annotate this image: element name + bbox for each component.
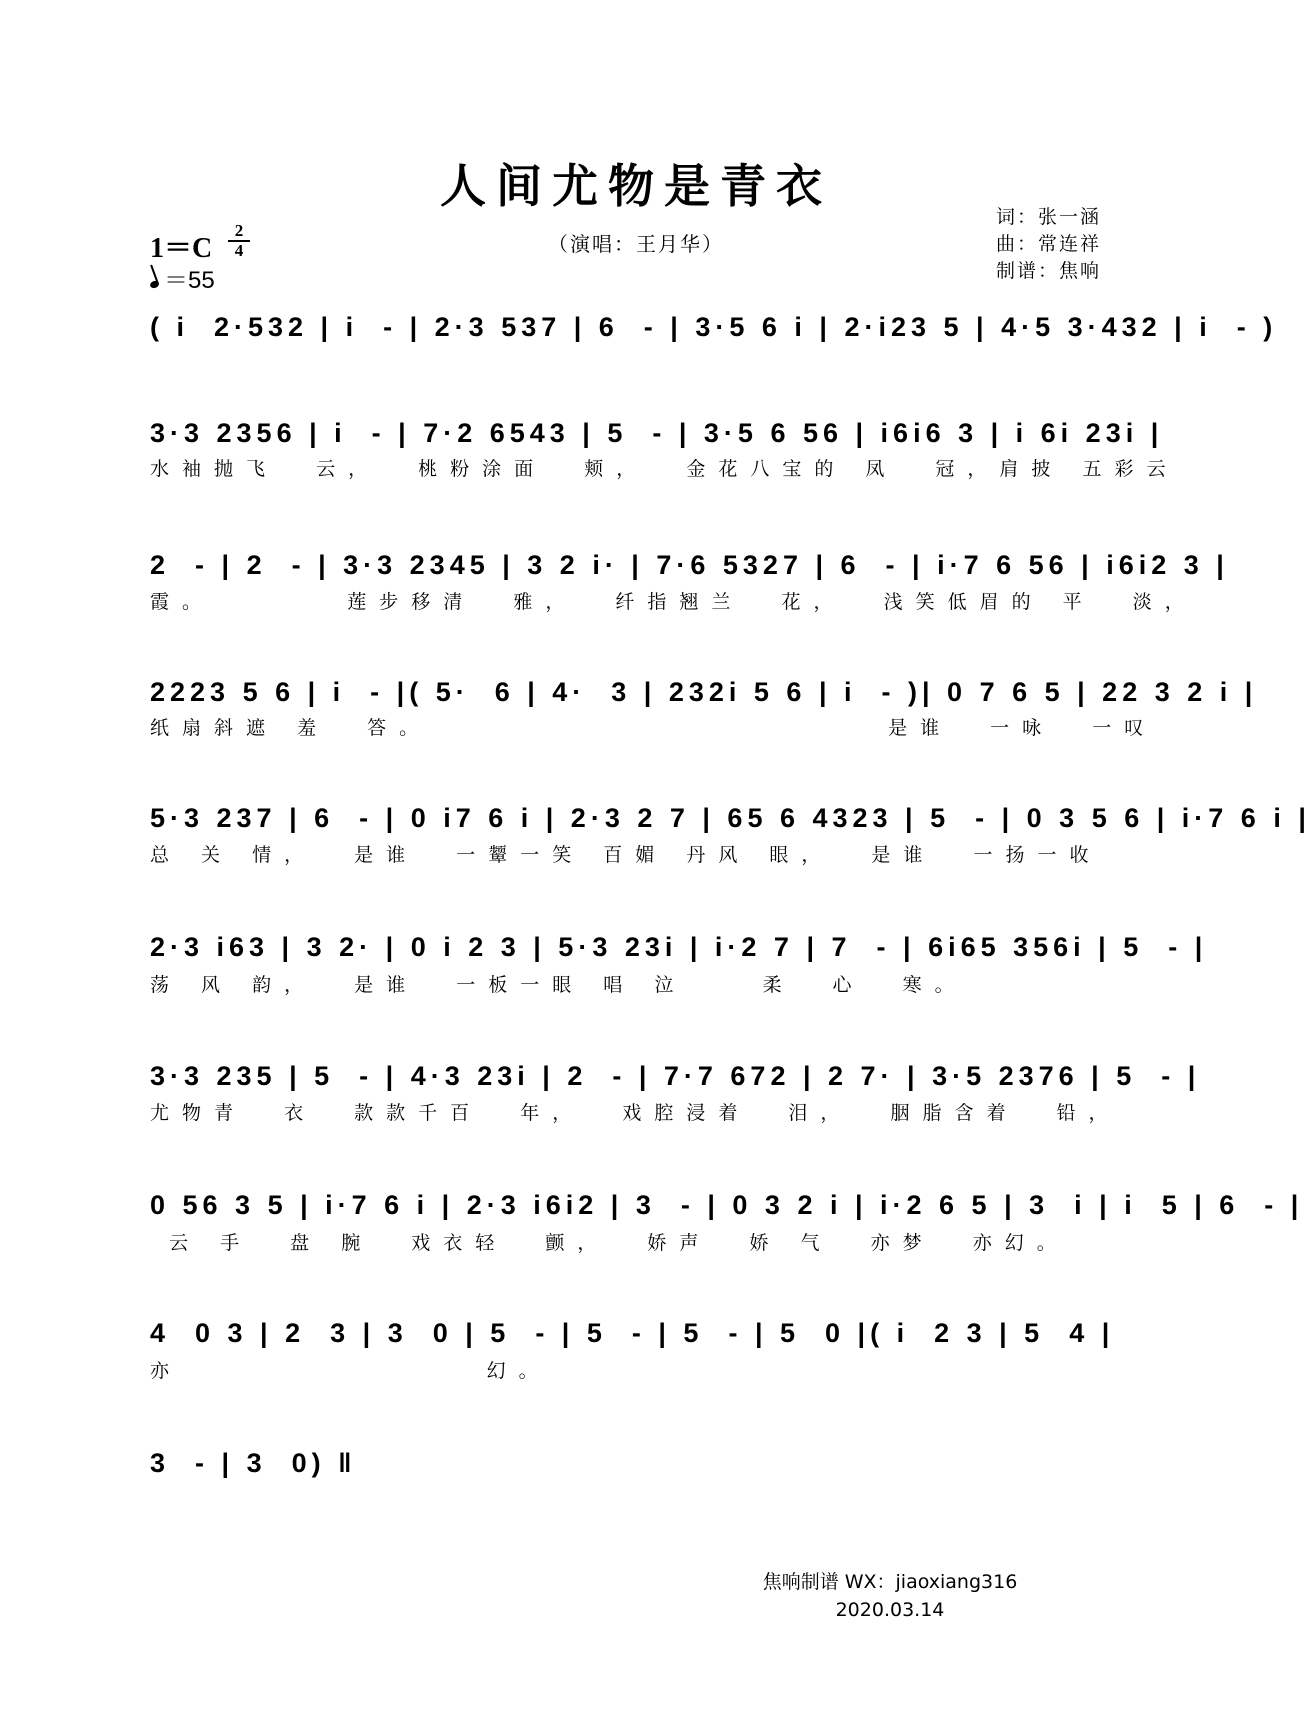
arranger-credit: 制谱：焦响	[996, 260, 1102, 282]
credits-block	[996, 204, 1101, 285]
score-line-6: 2·3 i63 | 3 2· | 0 i 2 3 | 5·3 23i | i·2 7 | 7 - | 6i65 356i | 5 - |	[150, 932, 1208, 962]
lyric-line-9: 亦 幻。	[150, 1360, 551, 1382]
lyric-line-6: 荡 风 韵， 是谁 一板一眼 唱 泣 柔 心 寒。	[150, 974, 967, 996]
composer-credit: 曲：常连祥	[996, 233, 1102, 255]
song-title: 人间尤物是青衣	[440, 159, 832, 213]
score-line-3: 2 - | 2 - | 3·3 2345 | 3 2 i· | 7·6 5327 | 6 - | i·7 6 56 | i6i2 3 |	[150, 550, 1229, 580]
score-line-2: 3·3 2356 | i - | 7·2 6543 | 5 - | 3·5 6 56 | i6i6 3 | i 6i 23i |	[150, 418, 1164, 448]
lyric-line-5: 总 关 情， 是谁 一颦一笑 百媚 丹风 眼， 是谁 一扬一收	[150, 844, 1102, 866]
score-line-8: 0 56 3 5 | i·7 6 i | 2·3 i6i2 | 3 - | 0 3 2 i | i·2 6 5 | 3 i | i 5 | 6 - |	[150, 1190, 1304, 1220]
footer-date: 2020.03.14	[835, 1599, 945, 1621]
key-signature: 1＝C	[150, 233, 213, 264]
tempo-value: ＝55	[164, 267, 215, 294]
lyricist-credit: 词：张一涵	[996, 206, 1102, 228]
lyric-line-2: 水袖抛飞 云， 桃粉涂面 颊， 金花八宝的 凤 冠，肩披 五彩云	[150, 458, 1179, 480]
time-signature-top: 2	[234, 221, 244, 240]
score-line-10: 3 - | 3 0) ‖	[150, 1448, 357, 1478]
score-line-9: 4 0 3 | 2 3 | 3 0 | 5 - | 5 - | 5 - | 5 0 |( i 2 3 | 5 4 |	[150, 1318, 1115, 1348]
time-signature	[228, 223, 250, 259]
lyric-line-3: 霞。 莲步移清 雅， 纤指翘兰 花， 浅笑低眉的 平 淡，	[150, 591, 1197, 613]
lyric-line-4: 纸扇斜遮 羞 答。 是谁 一咏 一叹	[150, 717, 1157, 739]
tempo-marking	[150, 260, 215, 295]
score-line-5: 5·3 237 | 6 - | 0 i7 6 i | 2·3 2 7 | 65 6 4323 | 5 - | 0 3 5 6 | i·7 6 i |	[150, 803, 1311, 833]
singer-credit: （演唱：王月华）	[548, 232, 724, 256]
score-line-4: 2223 5 6 | i - |( 5· 6 | 4· 3 | 232i 5 6 | i - )| 0 7 6 5 | 22 3 2 i |	[150, 677, 1258, 707]
lyric-line-8: 云 手 盘 腕 戏衣轻 颤， 娇声 娇 气 亦梦 亦幻。	[150, 1232, 1069, 1254]
footer	[760, 1568, 1020, 1624]
lyric-line-7: 尤物青 衣 款款千百 年， 戏腔浸着 泪， 胭脂含着 铅，	[150, 1102, 1121, 1124]
score-line-7: 3·3 235 | 5 - | 4·3 23i | 2 - | 7·7 672 | 2 7· | 3·5 2376 | 5 - |	[150, 1061, 1201, 1091]
time-signature-bottom: 4	[234, 241, 244, 260]
score-line-1: ( i 2·532 | i - | 2·3 537 | 6 - | 3·5 6 i | 2·i23 5 | 4·5 3·432 | i - )	[150, 312, 1278, 342]
quarter-note-icon	[149, 280, 160, 290]
footer-maker: 焦响制谱 WX：jiaoxiang316	[762, 1571, 1018, 1593]
